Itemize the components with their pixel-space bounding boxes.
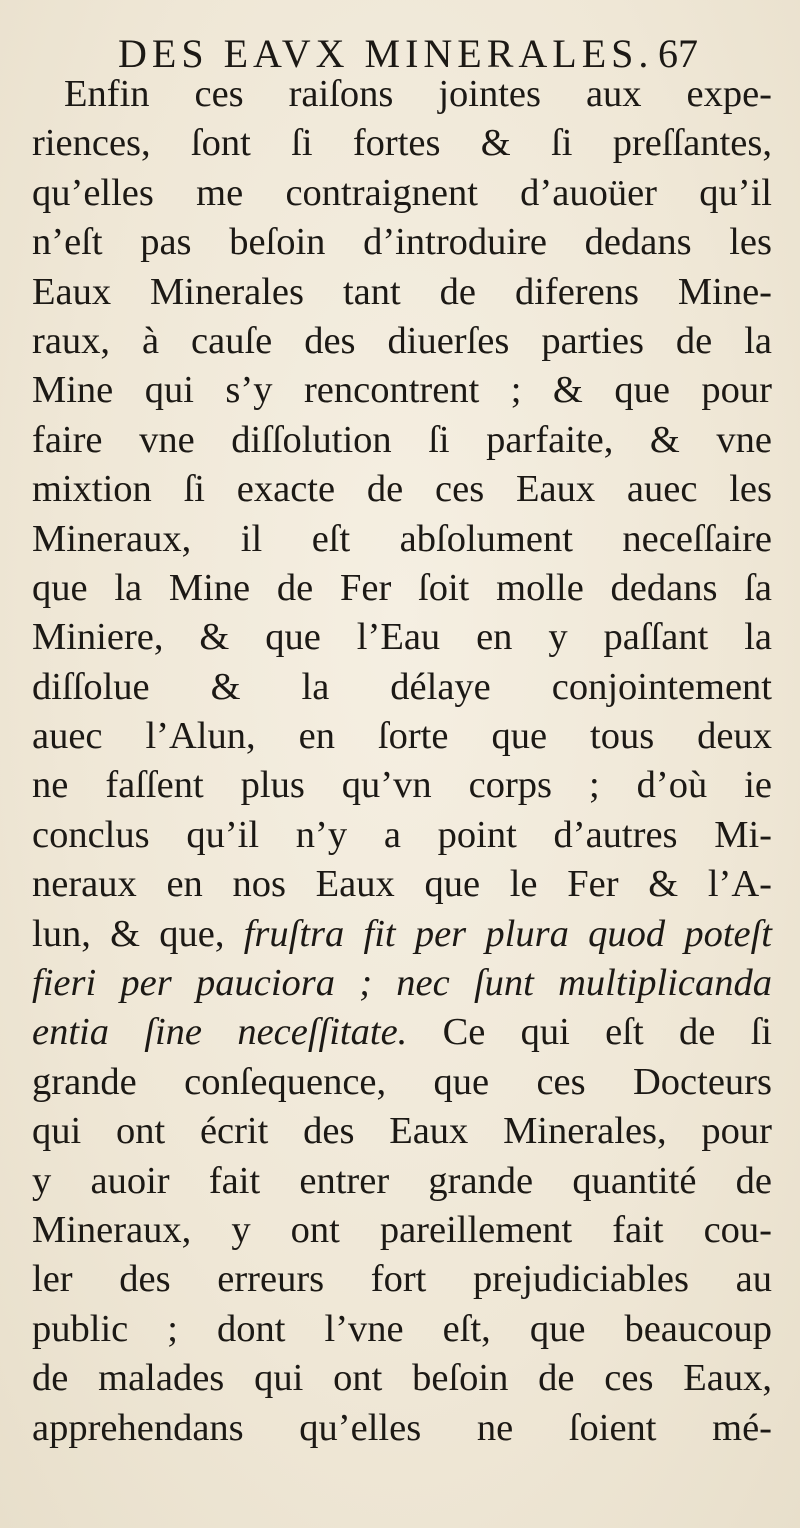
- text-line: [32, 663, 772, 712]
- text-line: [32, 416, 772, 465]
- line-segment: apprehendans qu’elles ne ſoient mé-: [32, 1406, 772, 1449]
- text-line: [32, 1008, 772, 1057]
- body-text: [32, 70, 772, 1453]
- running-title: DES EAVX MINERALES.: [118, 31, 654, 76]
- text-line: [32, 1404, 772, 1453]
- line-segment: Eaux Minerales tant de diferens Mine-: [32, 270, 772, 313]
- text-line: [32, 515, 772, 564]
- line-segment: public ; dont l’vne eſt, que beaucoup: [32, 1307, 772, 1350]
- text-line: [32, 1107, 772, 1156]
- line-segment: faire vne diſſolution ſi parfaite, & vne: [32, 418, 772, 461]
- text-line: [32, 613, 772, 662]
- text-line: [32, 1305, 772, 1354]
- line-segment: riences, ſont ſi fortes & ſi preſſantes,: [32, 122, 772, 165]
- line-segment: Miniere, & que l’Eau en y paſſant la: [32, 616, 772, 659]
- text-line: [32, 1058, 772, 1107]
- text-line: [32, 811, 772, 860]
- text-line: [32, 712, 772, 761]
- line-segment: ne faſſent plus qu’vn corps ; d’où ie: [32, 764, 772, 807]
- line-segment: Mine qui s’y rencontrent ; & que pour: [32, 369, 772, 412]
- line-segment: ler des erreurs fort prejudiciables au: [32, 1258, 772, 1301]
- text-line: [32, 1157, 772, 1206]
- text-line: [32, 1354, 772, 1403]
- text-line: [32, 70, 772, 119]
- line-segment: de malades qui ont beſoin de ces Eaux,: [32, 1357, 772, 1400]
- line-segment: Mineraux, il eſt abſolument neceſſaire: [32, 517, 772, 560]
- line-segment: raux, à cauſe des diuerſes parties de la: [32, 319, 772, 362]
- text-line: [32, 366, 772, 415]
- line-segment: conclus qu’il n’y a point d’autres Mi-: [32, 813, 772, 856]
- text-line: [32, 317, 772, 366]
- line-segment: Mineraux, y ont pareillement fait cou-: [32, 1208, 772, 1251]
- text-line: [32, 465, 772, 514]
- text-line: [32, 910, 772, 959]
- page-number: 67: [658, 31, 698, 76]
- line-segment: neraux en nos Eaux que le Fer & l’A-: [32, 863, 772, 906]
- text-line: [32, 119, 772, 168]
- text-line: [32, 761, 772, 810]
- text-line: [32, 218, 772, 267]
- text-line: [32, 1206, 772, 1255]
- line-segment: auec l’Alun, en ſorte que tous deux: [32, 715, 772, 758]
- text-line: [32, 169, 772, 218]
- line-segment: qu’elles me contraignent d’auoüer qu’il: [32, 171, 772, 214]
- latin-quotation: fieri per pauciora ; nec ſunt multiplicanda: [32, 962, 772, 1005]
- line-segment: n’eſt pas beſoin d’introduire dedans les: [32, 221, 772, 264]
- text-line: [32, 268, 772, 317]
- line-segment: qui ont écrit des Eaux Minerales, pour: [32, 1110, 772, 1153]
- line-segment: diſſolue & la délaye conjointement: [32, 665, 772, 708]
- latin-quotation: entia ſine neceſſitate.: [32, 1011, 408, 1054]
- line-segment: Ce qui eſt de ſi: [407, 1011, 772, 1054]
- text-line: [32, 1255, 772, 1304]
- line-segment: grande conſequence, que ces Docteurs: [32, 1060, 772, 1103]
- text-line: [32, 564, 772, 613]
- line-segment: y auoir fait entrer grande quantité de: [32, 1159, 772, 1202]
- line-segment: Enfin ces raiſons jointes aux expe-: [64, 73, 772, 115]
- text-line: [32, 959, 772, 1008]
- line-segment: que la Mine de Fer ſoit molle dedans ſa: [32, 566, 772, 609]
- latin-quotation: fruſtra fit per plura quod poteſt: [243, 912, 773, 955]
- line-segment: lun, & que,: [32, 912, 244, 955]
- text-line: [32, 860, 772, 909]
- line-segment: mixtion ſi exacte de ces Eaux auec les: [32, 468, 772, 511]
